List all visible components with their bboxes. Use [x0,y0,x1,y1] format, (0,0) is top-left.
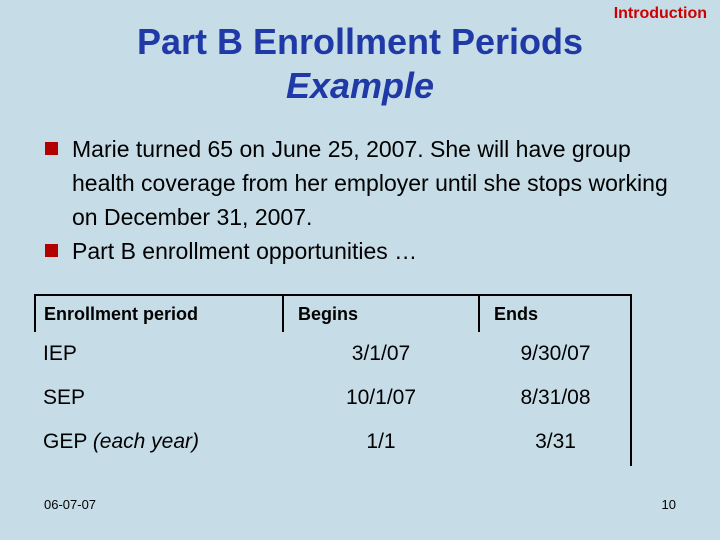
title-subtitle: Example [285,65,435,106]
column-header-ends: Ends [479,295,632,332]
cell-ends: 3/31 [535,430,576,453]
cell-period: IEP [43,342,77,365]
square-bullet-icon [45,244,58,257]
table-row [35,332,632,376]
bullet-text: Part B enrollment opportunities … [72,238,418,264]
section-tag: Introduction [613,5,707,22]
table-right-border [630,294,632,466]
cell-ends: 9/30/07 [520,342,591,365]
bullet-list [45,132,695,268]
cell-ends: 8/31/08 [520,386,591,409]
cell-period: SEP [43,386,86,409]
table-row [35,376,632,420]
bullet-text: Marie turned 65 on June 25, 2007. She will have group health coverage from her employer until she stops working on December 31, 2007. [72,136,668,230]
bullet-item [45,132,695,234]
page-number: 10 [661,497,676,512]
bullet-item [45,234,695,268]
enrollment-table [34,294,632,464]
table-header-row [35,295,632,332]
column-header-period: Enrollment period [35,295,283,332]
table-row [35,420,632,464]
cell-period [35,420,283,464]
title-main: Part B Enrollment Periods [136,21,584,62]
cell-begins: 1/1 [366,430,396,453]
square-bullet-icon [45,142,58,155]
footer-date: 06-07-07 [44,497,97,512]
cell-begins: 10/1/07 [345,386,417,409]
period-note: (each year) [92,430,200,453]
period-name: GEP [43,430,87,453]
cell-begins: 3/1/07 [351,342,411,365]
slide-title [30,20,690,108]
column-header-begins: Begins [283,295,479,332]
